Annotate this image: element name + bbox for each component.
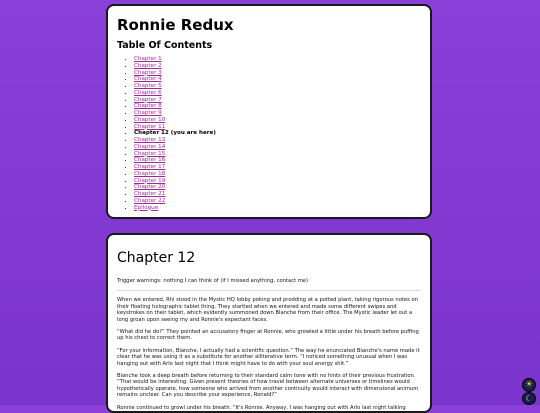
- divider: [117, 290, 421, 291]
- paragraph: Blanche took a deep breath before returning to their standard calm tone with no hints of their previous frustration. “That would be interesting. Given present theories of how travel between alternate universes or timelines would hypothetically operate, how someone who arrived from another continuity would interact with dimensional animum remains unclear. Can you describe your experience, Ronald?”: [117, 373, 419, 399]
- toc-link[interactable]: Chapter 1: [134, 56, 162, 62]
- toc-list: [117, 56, 421, 211]
- toc-link[interactable]: Chapter 4: [134, 76, 162, 83]
- toc-link[interactable]: Chapter 7: [134, 96, 162, 103]
- moon-icon[interactable]: ☾: [522, 392, 536, 405]
- toc-link[interactable]: Chapter 20: [134, 184, 166, 191]
- toc-item[interactable]: [134, 124, 421, 131]
- toc-item[interactable]: [134, 198, 421, 205]
- toc-item[interactable]: [134, 76, 421, 83]
- chapter-card: [106, 233, 432, 413]
- toc-item[interactable]: [134, 103, 421, 110]
- toc-heading: Table Of Contents: [117, 40, 213, 51]
- toc-link[interactable]: Chapter 15: [134, 150, 166, 157]
- toc-item[interactable]: [134, 184, 421, 191]
- toc-link[interactable]: Chapter 13: [134, 137, 166, 143]
- paragraph: Ronnie continued to growl under his breath. “It's Ronnie. Anyway, I was hanging out with Arlo last night talking: [117, 404, 406, 411]
- toc-item[interactable]: [134, 83, 421, 90]
- paragraph: “What did he do?” They pointed an accusatory finger at Ronnie, who growled a little under his breath before puffing up his chest to correct them.: [117, 329, 419, 342]
- toc-item[interactable]: [134, 56, 421, 63]
- toc-item[interactable]: [134, 171, 421, 178]
- toc-link[interactable]: Chapter 11: [134, 123, 166, 130]
- toc-item[interactable]: [134, 144, 421, 151]
- toc-link[interactable]: Chapter 17: [134, 164, 166, 170]
- toc-item[interactable]: [134, 63, 421, 70]
- toc-item[interactable]: [134, 164, 421, 171]
- toc-link[interactable]: Chapter 6: [134, 89, 162, 96]
- toc-link[interactable]: Chapter 8: [134, 103, 162, 110]
- site-title: Ronnie Redux: [117, 16, 234, 34]
- toc-item[interactable]: [134, 205, 421, 212]
- toc-link[interactable]: Chapter 9: [134, 110, 162, 116]
- toc-item[interactable]: [134, 191, 421, 198]
- trigger-warning: Trigger warnings: nothing I can think of (if I missed anything, contact me): [117, 278, 309, 284]
- paragraph: “For your information, Blanche, I actually had a scientific question.” The way he enunciated Blanche's name made it clear that he was using it as a substitute for another alliterative term. “I noticed something unusual when I was hanging out with Arlo last night that I think might have to do with your soul energy shit.”: [117, 347, 420, 367]
- toc-link[interactable]: Chapter 22: [134, 197, 166, 204]
- toc-item[interactable]: [134, 117, 421, 124]
- toc-item[interactable]: [134, 97, 421, 104]
- toc-link[interactable]: Chapter 21: [134, 191, 166, 197]
- table-of-contents-card: [106, 4, 432, 219]
- toc-item-current: [134, 130, 421, 137]
- toc-link[interactable]: Chapter 10: [134, 116, 166, 123]
- toc-item[interactable]: [134, 70, 421, 77]
- paragraph: When we entered, Rhi stood in the Mystic HQ lobby poking and prodding at a potted plant, taking rigorous notes on their floating holographic tablet thing. They startled when we entered and made some different swipes and keystrokes on their tablet, which evidently summoned down Blanche from their office. The Mystic leader let out a long groan upon seeing my and Ronnie's expectant faces.: [117, 297, 418, 323]
- toc-item[interactable]: [134, 90, 421, 97]
- toc-item[interactable]: [134, 178, 421, 185]
- toc-link[interactable]: Chapter 14: [134, 143, 166, 150]
- toc-item[interactable]: [134, 157, 421, 164]
- toc-link[interactable]: Chapter 2: [134, 62, 162, 69]
- chapter-title: Chapter 12: [117, 250, 196, 266]
- toc-link[interactable]: Epilogue: [134, 204, 159, 211]
- toc-link[interactable]: Chapter 5: [134, 83, 162, 89]
- toc-item[interactable]: [134, 110, 421, 117]
- toc-link[interactable]: Chapter 19: [134, 177, 166, 184]
- toc-item-label: Chapter 12 (you are here): [134, 130, 216, 137]
- chapter-body: [117, 278, 421, 411]
- toc-link[interactable]: Chapter 16: [134, 157, 166, 164]
- toc-link[interactable]: Chapter 18: [134, 170, 166, 177]
- toc-item[interactable]: [134, 151, 421, 158]
- sun-icon[interactable]: ☀: [522, 378, 536, 392]
- toc-link[interactable]: Chapter 3: [134, 69, 162, 76]
- toc-item[interactable]: [134, 137, 421, 144]
